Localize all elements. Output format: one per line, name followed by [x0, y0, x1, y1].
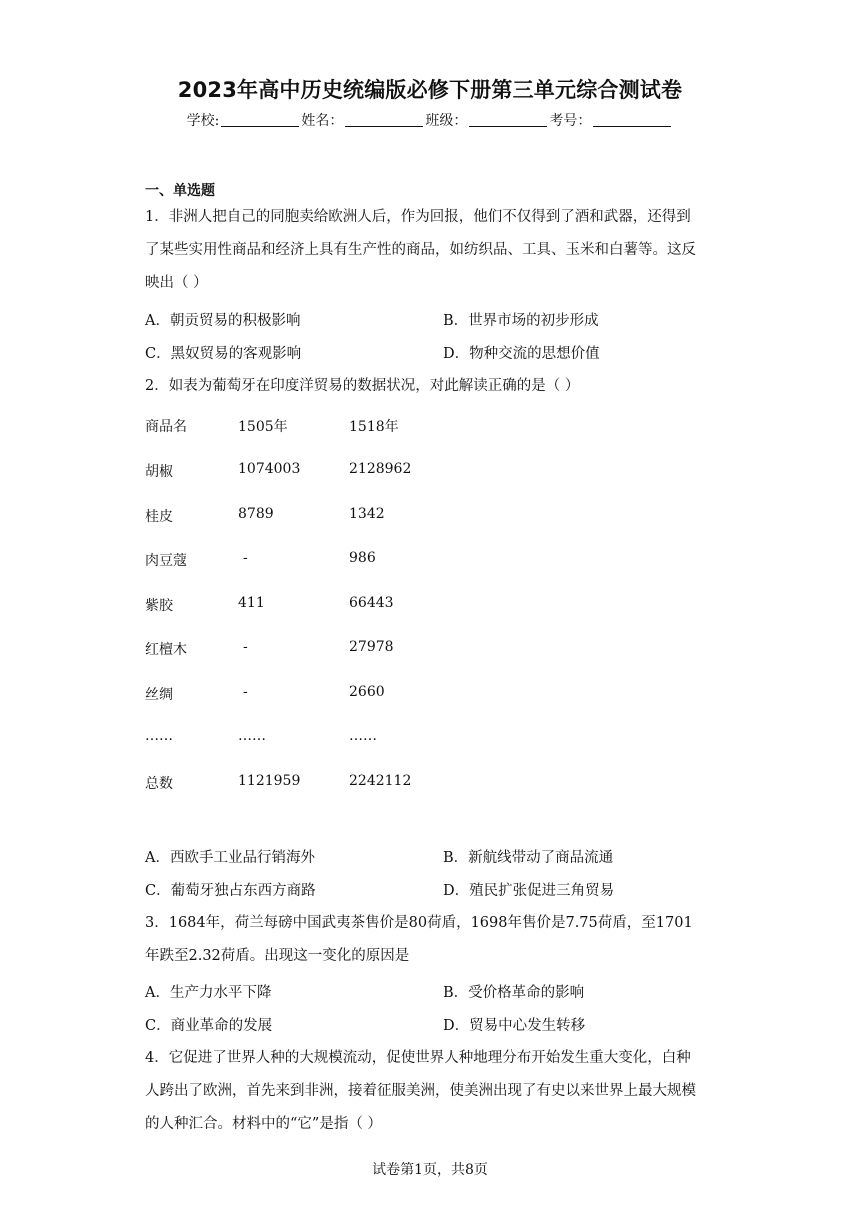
table-cell: 桂皮	[145, 509, 173, 525]
question-4-line-1: 4．它促进了世界人种的大规模流动，促使世界人种地理分布开始发生重大变化，白种	[145, 1050, 691, 1066]
question-4-line-2: 人跨出了欧洲，首先来到非洲，接着征服美洲，使美洲出现了有史以来世界上最大规模	[145, 1083, 696, 1099]
table-cell: 红檀木	[145, 642, 187, 658]
question-1-option-b: B．世界市场的初步形成	[443, 313, 599, 329]
table-cell: ……	[349, 728, 377, 744]
table-cell: 986	[349, 550, 376, 566]
name-blank	[345, 112, 423, 127]
table-cell: 肉豆蔻	[145, 553, 187, 569]
table-cell: 1342	[349, 506, 385, 522]
table-cell: 1121959	[238, 773, 301, 789]
table-cell: 411	[238, 595, 265, 611]
student-info-line	[0, 110, 860, 130]
school-label: 学校:	[186, 113, 220, 129]
table-cell: 丝绸	[145, 687, 173, 703]
class-label: 班级：	[425, 113, 468, 129]
table-cell: -	[243, 684, 248, 700]
table-cell: 2128962	[349, 461, 412, 477]
question-2-option-d: D．殖民扩张促进三角贸易	[443, 883, 615, 899]
section-heading: 一、单选题	[145, 183, 215, 199]
table-header-cell: 1518年	[349, 419, 399, 435]
class-blank	[469, 112, 547, 127]
table-cell: 胡椒	[145, 464, 173, 480]
table-header-cell: 商品名	[145, 419, 187, 435]
question-3-stem	[145, 907, 720, 973]
table-cell: 2242112	[349, 773, 412, 789]
question-1-option-c: C．黑奴贸易的客观影响	[145, 346, 302, 362]
table-cell: 紫胶	[145, 598, 173, 614]
question-1-option-a: A．朝贡贸易的积极影响	[145, 313, 301, 329]
table-cell: ……	[238, 728, 266, 744]
question-3-line-2: 年跌至2.32荷盾。出现这一变化的原因是	[145, 948, 410, 964]
question-2-option-b: B．新航线带动了商品流通	[443, 850, 614, 866]
question-2-option-a: A．西欧手工业品行销海外	[145, 850, 315, 866]
page-footer: 试卷第1页，共8页	[372, 1162, 488, 1178]
table-cell: 66443	[349, 595, 394, 611]
question-4-line-3: 的人种汇合。材料中的“它”是指（ ）	[145, 1116, 382, 1132]
question-3-option-c: C．商业革命的发展	[145, 1018, 273, 1034]
table-cell: 8789	[238, 506, 274, 522]
table-cell: -	[243, 639, 248, 655]
school-blank	[221, 112, 299, 127]
question-3-line-1: 3．1684年，荷兰每磅中国武夷茶售价是80荷盾，1698年售价是7.75荷盾，至1701	[145, 915, 693, 931]
question-1-stem	[145, 201, 720, 300]
question-3-option-a: A．生产力水平下降	[145, 985, 272, 1001]
question-3-option-b: B．受价格革命的影响	[443, 985, 585, 1001]
question-1-line-1: 1．非洲人把自己的同胞卖给欧洲人后，作为回报，他们不仅得到了酒和武器，还得到	[145, 209, 691, 225]
question-1-option-d: D．物种交流的思想价值	[443, 346, 600, 362]
question-1-line-2: 了某些实用性商品和经济上具有生产性的商品，如纺织品、工具、玉米和白薯等。这反	[145, 242, 696, 258]
table-cell: 1074003	[238, 461, 301, 477]
question-4-stem	[145, 1042, 720, 1141]
name-label: 姓名：	[301, 113, 344, 129]
page-title: 2023年高中历史统编版必修下册第三单元综合测试卷	[177, 78, 683, 102]
number-label: 考号：	[549, 113, 592, 129]
question-3-option-d: D．贸易中心发生转移	[443, 1018, 586, 1034]
table-cell: -	[243, 550, 248, 566]
table-cell: ……	[145, 728, 173, 744]
question-1-line-3: 映出（ ）	[145, 275, 208, 291]
question-2-option-c: C．葡萄牙独占东西方商路	[145, 883, 316, 899]
number-blank	[593, 112, 671, 127]
table-cell: 2660	[349, 684, 385, 700]
table-cell: 总数	[145, 776, 173, 792]
table-header-cell: 1505年	[238, 419, 288, 435]
table-cell: 27978	[349, 639, 394, 655]
question-2-stem: 2．如表为葡萄牙在印度洋贸易的数据状况，对此解读正确的是（ ）	[145, 378, 580, 394]
